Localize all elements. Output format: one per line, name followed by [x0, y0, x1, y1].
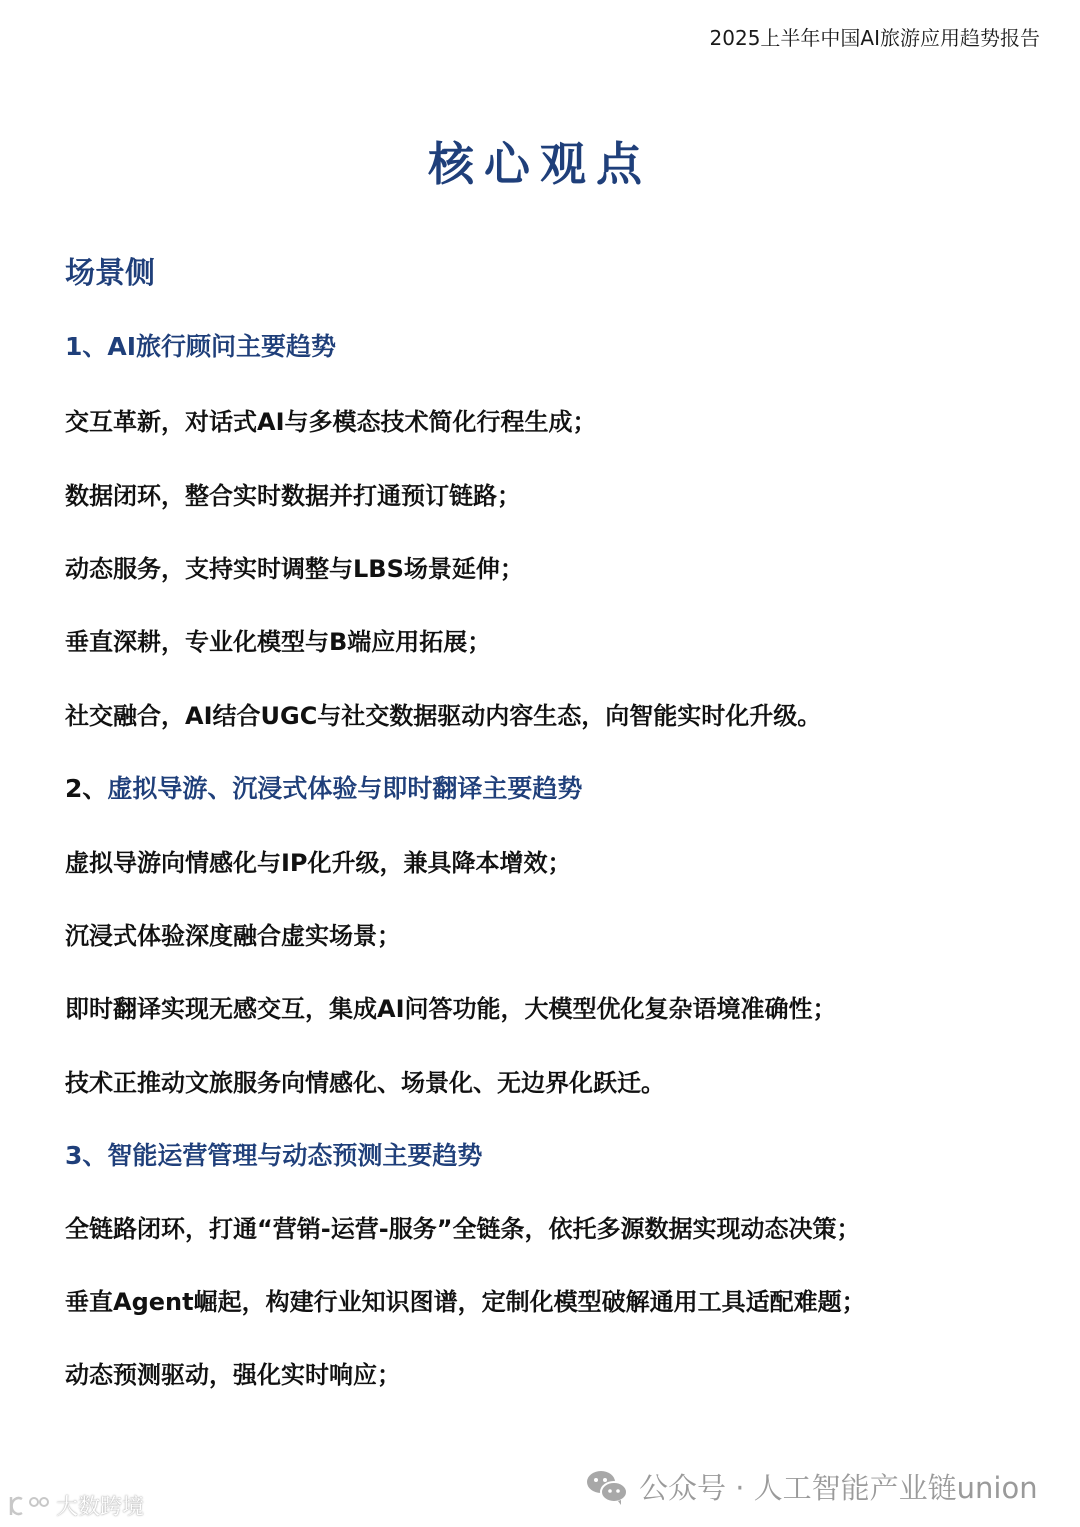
section-1-title: AI旅行顾问主要趋势	[107, 332, 337, 361]
section-1-item-2: 数据闭环，整合实时数据并打通预订链路；	[65, 482, 521, 510]
wechat-watermark	[585, 1466, 1038, 1507]
section-2-item-1: 虚拟导游向情感化与IP化升级，兼具降本增效；	[65, 849, 572, 877]
corner-logo-text: 大数跨境	[56, 1495, 145, 1520]
corner-logo	[8, 1490, 144, 1521]
section-3-item-3: 动态预测驱动，强化实时响应；	[65, 1361, 401, 1389]
running-header: 2025上半年中国AI旅游应用趋势报告	[709, 26, 1040, 50]
section-2-item-4: 技术正推动文旅服务向情感化、场景化、无边界化跃迁。	[65, 1069, 665, 1097]
section-1-item-1: 交互革新，对话式AI与多模态技术简化行程生成；	[65, 408, 597, 436]
section-2-item-2: 沉浸式体验深度融合虚实场景；	[65, 922, 401, 950]
section-1-item-5: 社交融合，AI结合UGC与社交数据驱动内容生态，向智能实时化升级。	[65, 702, 822, 730]
wechat-icon	[585, 1468, 629, 1506]
section-1-item-3: 动态服务，支持实时调整与LBS场景延伸；	[65, 555, 524, 583]
section-1-heading	[65, 327, 336, 363]
section-3-heading	[65, 1136, 482, 1172]
section-3-item-1: 全链路闭环，打通“营销-运营-服务”全链条，依托多源数据实现动态决策；	[65, 1215, 861, 1243]
section-2-item-3: 即时翻译实现无感交互，集成AI问答功能，大模型优化复杂语境准确性；	[65, 995, 837, 1023]
section-label: 场景侧	[65, 256, 155, 291]
page-title: 核心观点	[428, 137, 652, 191]
section-2-number: 2、	[65, 774, 108, 803]
section-2-title: 虚拟导游、沉浸式体验与即时翻译主要趋势	[107, 774, 583, 803]
section-1-number: 1、	[65, 332, 108, 361]
watermark-text: 公众号 · 人工智能产业链union	[639, 1471, 1038, 1505]
section-2-heading	[65, 769, 582, 805]
section-3-title: 智能运营管理与动态预测主要趋势	[107, 1141, 483, 1170]
section-3-item-2: 垂直Agent崛起，构建行业知识图谱，定制化模型破解通用工具适配难题；	[65, 1288, 866, 1316]
section-3-number: 3、	[65, 1141, 108, 1170]
section-1-item-4: 垂直深耕，专业化模型与B端应用拓展；	[65, 628, 492, 656]
logo-icon	[8, 1493, 52, 1519]
